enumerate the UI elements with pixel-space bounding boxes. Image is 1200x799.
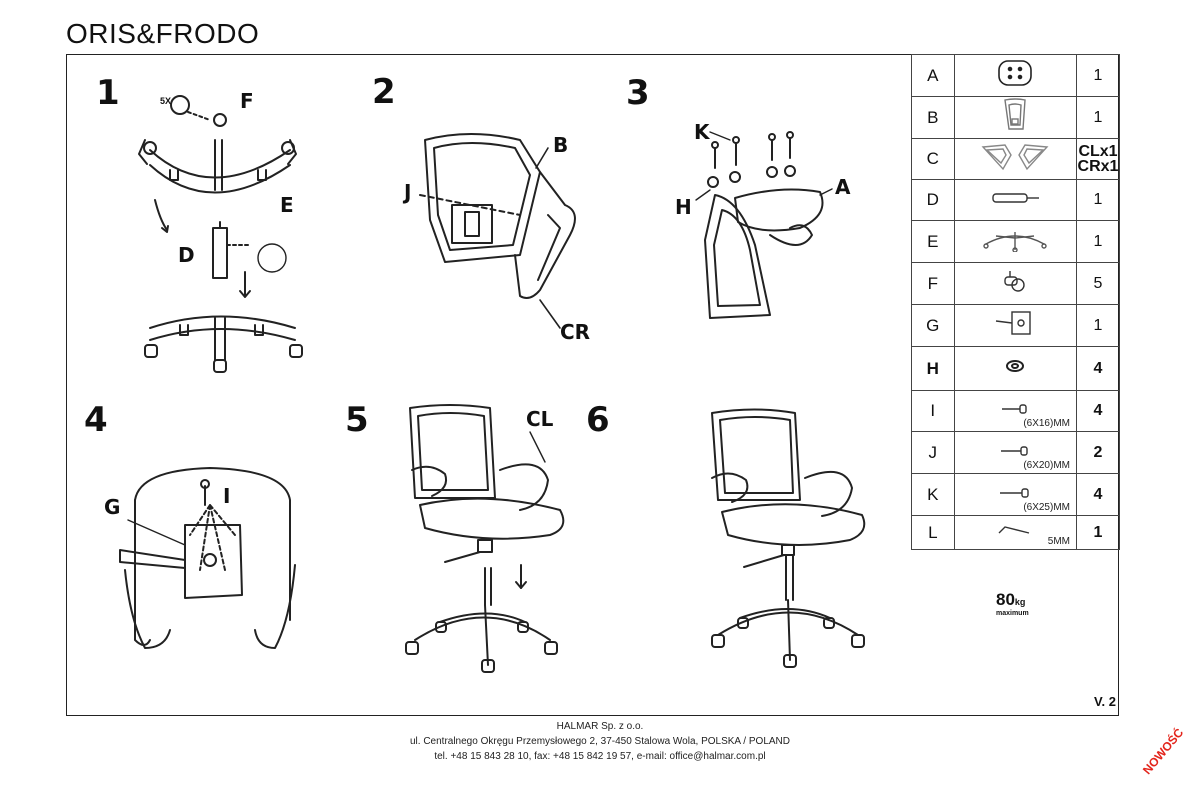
callout-j: J [404, 180, 412, 204]
parts-row [912, 55, 1120, 97]
bolt-icon [954, 432, 1076, 474]
part-quantity: 1 [1077, 221, 1120, 263]
castor-icon [954, 263, 1076, 305]
step-number-5: 5 [345, 400, 369, 440]
max-load-sub: maximum [996, 610, 1029, 617]
part-letter: F [912, 263, 955, 305]
step4-illustration [120, 468, 295, 648]
step1-illustration [139, 96, 302, 372]
step-number-1: 1 [96, 73, 120, 113]
bolt-size: (6X16)MM [1023, 418, 1070, 429]
step6-illustration [712, 410, 864, 668]
part-quantity: 4 [1077, 347, 1120, 391]
part-quantity: 1 [1077, 180, 1120, 221]
part-letter: E [912, 221, 955, 263]
part-letter: I [912, 391, 955, 432]
parts-row [912, 180, 1120, 221]
parts-row [912, 221, 1120, 263]
hex-key-icon [954, 516, 1076, 550]
part-letter: K [912, 474, 955, 516]
parts-row [912, 97, 1120, 139]
callout-e: E [280, 193, 294, 217]
part-letter: L [912, 516, 955, 550]
armrest-right-qty: CRx1 [1077, 158, 1119, 175]
part-quantity: 4 [1077, 391, 1120, 432]
max-load-value [996, 590, 1025, 610]
parts-row [912, 139, 1120, 180]
callout-h: H [675, 195, 692, 219]
callout-f: F [240, 89, 254, 113]
document-version: V. 2 [1094, 694, 1116, 709]
part-quantity: 4 [1077, 474, 1120, 516]
parts-list-table [911, 54, 1120, 550]
footer-address: ul. Centralnego Okręgu Przemysłowego 2, 37-450 Stalowa Wola, POLSKA / POLAND [409, 736, 790, 747]
max-load-number: 80 [996, 590, 1015, 609]
step-number-6: 6 [586, 400, 610, 440]
bolt-size: (6X20)MM [1023, 460, 1070, 471]
part-quantity: 1 [1077, 516, 1120, 550]
bolt-size: (6X25)MM [1023, 502, 1070, 513]
star-base-icon [954, 221, 1076, 263]
step2-illustration [420, 134, 575, 328]
part-letter: H [912, 347, 955, 391]
step-number-2: 2 [372, 72, 396, 112]
armrest-left-qty: CLx1 [1078, 143, 1118, 160]
page-title: ORIS&FRODO [66, 18, 260, 49]
bolt-icon [954, 474, 1076, 516]
parts-row [912, 391, 1120, 432]
part-letter: B [912, 97, 955, 139]
step-number-3: 3 [626, 73, 650, 113]
callout-b: B [553, 133, 569, 157]
mechanism-icon [954, 305, 1076, 347]
callout-a: A [835, 175, 851, 199]
callout-i: I [223, 484, 231, 508]
parts-row [912, 263, 1120, 305]
callout-d: D [178, 243, 195, 267]
castor-count-callout: 5X [160, 96, 172, 106]
washer-icon [954, 347, 1076, 391]
new-badge: NOWOŚĆ [1140, 725, 1187, 777]
part-quantity: 1 [1077, 305, 1120, 347]
footer-company: HALMAR Sp. z o.o. [556, 721, 644, 732]
part-quantity: 2 [1077, 432, 1120, 474]
seat-plate-icon [954, 55, 1076, 97]
bolt-icon [954, 391, 1076, 432]
backrest-icon [954, 97, 1076, 139]
part-letter: G [912, 305, 955, 347]
part-letter: D [912, 180, 955, 221]
parts-row [912, 432, 1120, 474]
armrests-icon [954, 139, 1076, 180]
part-letter: C [912, 139, 955, 180]
part-quantity: 1 [1077, 55, 1120, 97]
step-number-4: 4 [84, 400, 108, 440]
parts-row [912, 474, 1120, 516]
step3-illustration [696, 132, 832, 318]
callout-cl: CL [526, 407, 554, 431]
parts-row [912, 516, 1120, 550]
step5-illustration [406, 405, 563, 672]
callout-cr: CR [560, 320, 591, 344]
gas-lift-icon [954, 180, 1076, 221]
callout-k: K [694, 120, 710, 144]
part-letter: J [912, 432, 955, 474]
footer-contact: tel. +48 15 843 28 10, fax: +48 15 842 19 57, e-mail: office@halmar.com.pl [434, 751, 766, 762]
part-quantity: 1 [1077, 97, 1120, 139]
part-quantity-armrests [1077, 139, 1120, 180]
callout-g: G [104, 495, 121, 519]
parts-row [912, 347, 1120, 391]
part-letter: A [912, 55, 955, 97]
max-load-unit: kg [1014, 597, 1026, 607]
part-quantity: 5 [1077, 263, 1120, 305]
hex-key-size: 5MM [1047, 536, 1070, 547]
parts-row [912, 305, 1120, 347]
